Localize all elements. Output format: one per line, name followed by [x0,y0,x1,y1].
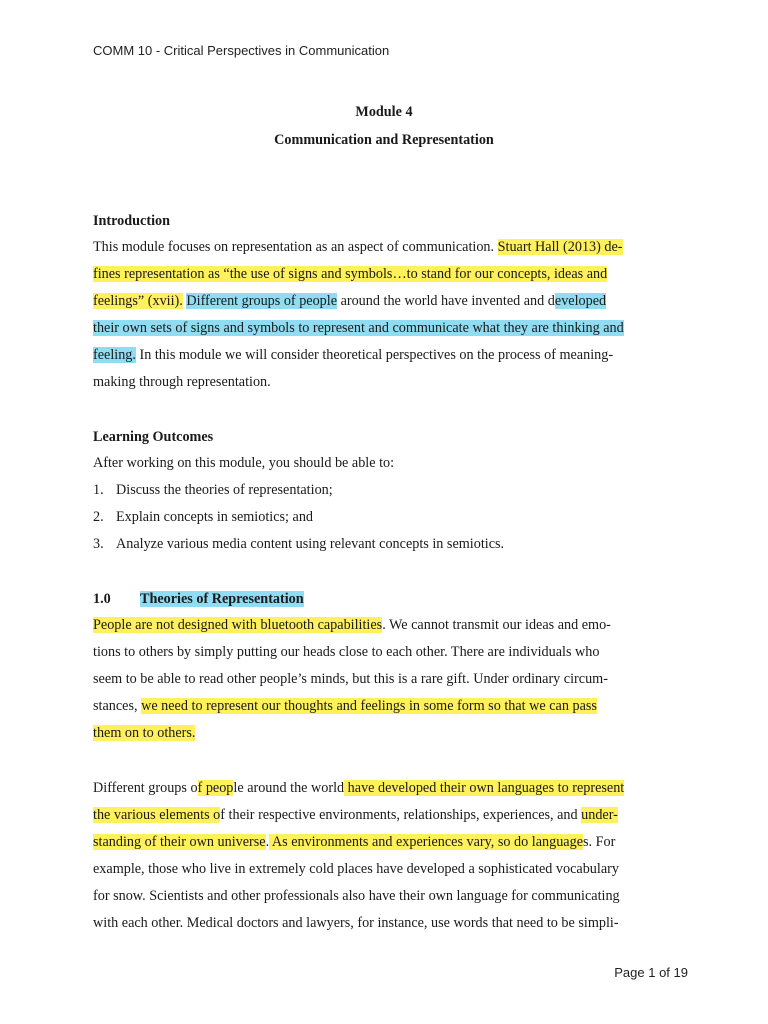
module-number: Module 4 [355,104,413,120]
list-text: Analyze various media content using relevant concepts in semiotics. [116,536,505,552]
highlight-yellow: standing of their own universe [93,834,266,850]
section-number: 1.0 [93,591,111,607]
intro-line [93,261,683,288]
intro-heading: Introduction [93,213,170,229]
list-item [93,504,504,531]
module-title: Communication and Representation [274,132,494,148]
text-run: Different groups o [93,780,198,796]
text-run: tions to others by simply putting our heads close to each other. There are individuals who [93,644,600,660]
list-number: 1. [93,482,104,498]
intro-line [93,342,683,369]
section-title: Theories of Representation [140,591,304,607]
paragraph-line [93,829,683,856]
paragraph-line [93,720,683,747]
page-number: Page 1 of 19 [614,965,688,980]
paragraph-line [93,910,683,937]
section-heading [93,591,304,608]
list-text: Explain concepts in semiotics; and [116,509,314,525]
highlight-blue: their own sets of signs and symbols to represent and communicate what they are thinking and [93,320,624,336]
intro-line [93,315,683,342]
running-header: COMM 10 - Critical Perspectives in Communication [93,43,390,58]
highlight-yellow: under- [581,807,618,823]
text-run: s. For [583,834,616,850]
highlight-yellow: the various elements o [93,807,221,823]
highlight-yellow: them on to others. [93,725,196,741]
text-run: example, those who live in extremely cold places have developed a sophisticated vocabulary [93,861,619,877]
highlight-blue: feeling. [93,347,136,363]
paragraph-line [93,856,683,883]
list-item [93,477,504,504]
text-run: making through representation. [93,374,271,390]
highlight-blue: eveloped [554,293,607,309]
text-run: stances, [93,698,142,714]
text-run: around the world have invented and d [337,293,555,309]
list-item [93,531,504,558]
highlight-yellow: People are not designed with bluetooth capabilities [93,617,383,633]
text-run: with each other. Medical doctors and lawyers, for instance, use words that need to be simpli- [93,915,619,931]
highlight-yellow: fines representation as “the use of signs and symbols…to stand for our concepts, ideas and [93,266,608,282]
text-run: This module focuses on representation as an aspect of communication. [93,239,498,255]
text-run: . [265,834,270,850]
paragraph-line [93,802,683,829]
text-run: In this module we will consider theoretical perspectives on the process of meaning- [135,347,614,363]
highlight-yellow: As environments and experiences vary, so do language [269,834,583,850]
paragraph-line [93,666,683,693]
paragraph-line [93,639,683,666]
text-run: f their respective environments, relationships, experiences, and [220,807,582,823]
outcomes-lead [93,450,683,477]
list-number: 3. [93,536,104,552]
paragraph-line [93,775,683,802]
highlight-blue: Different groups of people [186,293,338,309]
list-text: Discuss the theories of representation; [116,482,333,498]
intro-line [93,369,683,396]
section-paragraph-1 [93,612,683,747]
outcomes-list [93,477,504,558]
highlight-yellow: feelings” (xvii). [93,293,183,309]
outcomes-lead-text: After working on this module, you should be able to: [93,455,395,471]
outcomes-heading: Learning Outcomes [93,429,214,445]
intro-paragraph [93,234,683,396]
text-run: seem to be able to read other people’s minds, but this is a rare gift. Under ordinary circum- [93,671,608,687]
text-run: le around the world [233,780,345,796]
intro-line [93,288,683,315]
highlight-yellow: we need to represent our thoughts and feelings in some form so that we can pass [141,698,597,714]
paragraph-line [93,883,683,910]
section-paragraph-2 [93,775,683,937]
list-number: 2. [93,509,104,525]
paragraph-line [93,612,683,639]
paragraph-line [93,693,683,720]
highlight-yellow: f peop [197,780,234,796]
intro-line [93,234,683,261]
text-run: . We cannot transmit our ideas and emo- [382,617,611,633]
highlight-yellow: Stuart Hall (2013) de- [497,239,623,255]
text-run: for snow. Scientists and other professionals also have their own language for communicating [93,888,620,904]
highlight-yellow: have developed their own languages to represent [344,780,625,796]
